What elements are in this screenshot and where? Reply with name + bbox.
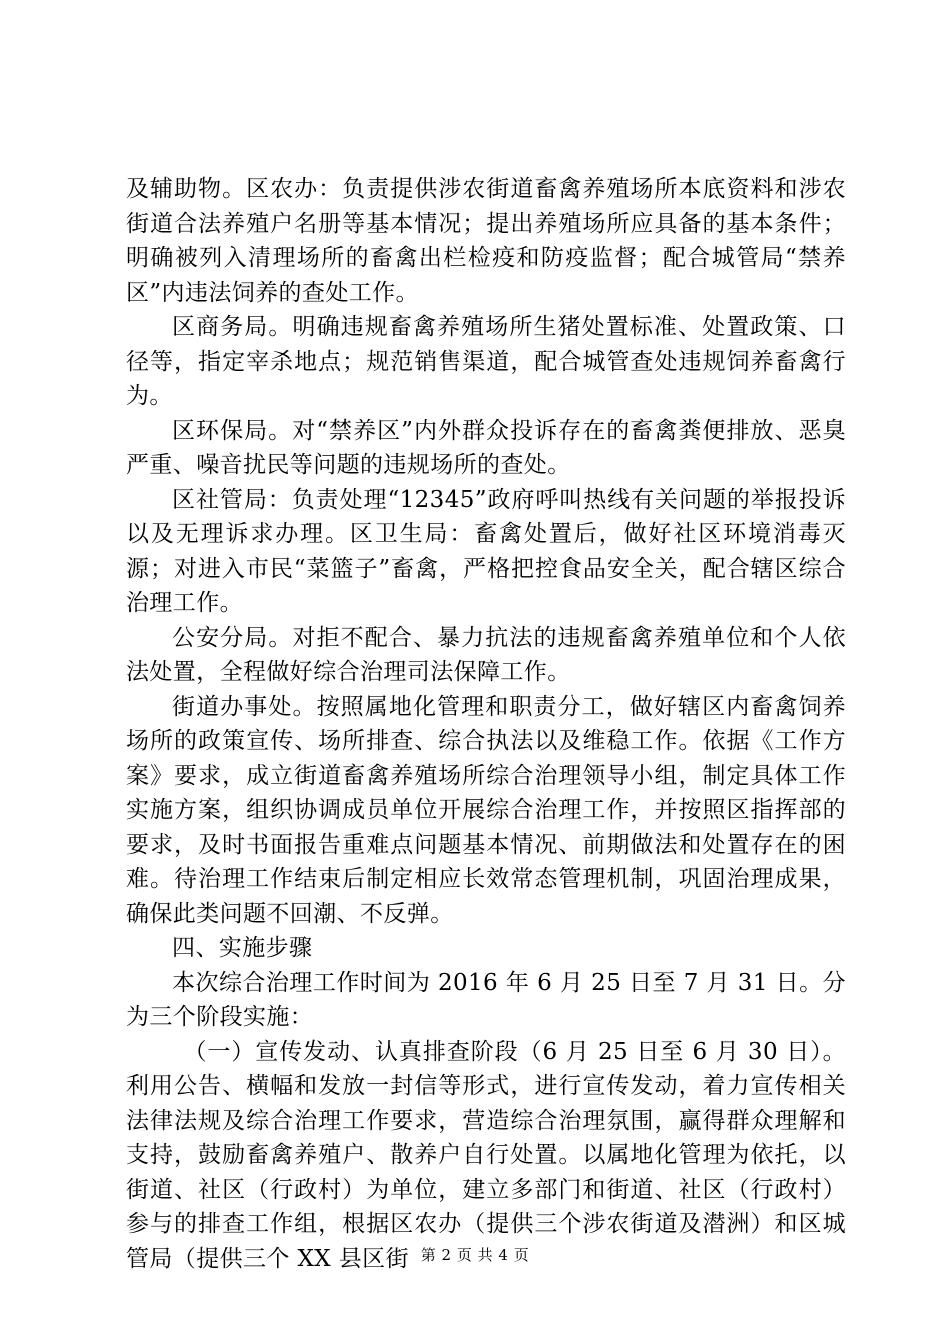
paragraph-public-security: 公安分局。对拒不配合、暴力抗法的违规畜禽养殖单位和个人依法处置，全程做好综合治理司法保障工作。 — [126, 624, 846, 685]
section-heading-implementation-steps: 四、实施步骤 — [172, 935, 313, 961]
paragraph-agriculture-office: 及辅助物。区农办：负责提供涉农街道畜禽养殖场所本底资料和涉农街道合法养殖户名册等基本情况；提出养殖场所应具备的基本条件；明确被列入清理场所的畜禽出栏检疫和防疫监督；配合城管局“禁养区”内违法饲养的查处工作。 — [126, 176, 846, 306]
paragraph-phase-one: （一）宣传发动、认真排查阶段（6 月 25 日至 6 月 30 日）。利用公告、横幅和发放一封信等形式，进行宣传发动，着力宣传相关法律法规及综合治理工作要求，营造综合治理氛围，赢得群众理解和支持，鼓励畜禽养殖户、散养户自行处置。以属地化管理为依托，以街道、社区（行政村）为单位，建立多部门和街道、社区（行政村）参与的排查工作组，根据区农办（提供三个涉农街道及潜洲）和区城管局（提供三个 XX 县区街 — [126, 1038, 846, 1272]
page-number-footer: 第 2 页 共 4 页 — [420, 1246, 530, 1264]
paragraph-environment-bureau: 区环保局。对“禁养区”内外群众投诉存在的畜禽粪便排放、恶臭严重、噪音扰民等问题的违规场所的查处。 — [126, 417, 846, 478]
paragraph-schedule: 本次综合治理工作时间为 2016 年 6 月 25 日至 7 月 31 日。分为三个阶段实施： — [126, 969, 846, 1030]
document-body — [126, 172, 846, 1276]
paragraph-social-management-bureau: 区社管局：负责处理“12345”政府呼叫热线有关问题的举报投诉以及无理诉求办理。区卫生局：畜禽处置后，做好社区环境消毒灭源；对进入市民“菜篮子”畜禽，严格把控食品安全关，配合辖区综合治理工作。 — [126, 486, 846, 616]
paragraph-commerce-bureau: 区商务局。明确违规畜禽养殖场所生猪处置标准、处置政策、口径等，指定宰杀地点；规范销售渠道，配合城管查处违规饲养畜禽行为。 — [126, 314, 846, 409]
paragraph-street-office: 街道办事处。按照属地化管理和职责分工，做好辖区内畜禽饲养场所的政策宣传、场所排查、综合执法以及维稳工作。依据《工作方案》要求，成立街道畜禽养殖场所综合治理领导小组，制定具体工作实施方案，组织协调成员单位开展综合治理工作，并按照区指挥部的要求，及时书面报告重难点问题基本情况、前期做法和处置存在的困难。待治理工作结束后制定相应长效常态管理机制，巩固治理成果，确保此类问题不回潮、不反弹。 — [126, 693, 846, 927]
